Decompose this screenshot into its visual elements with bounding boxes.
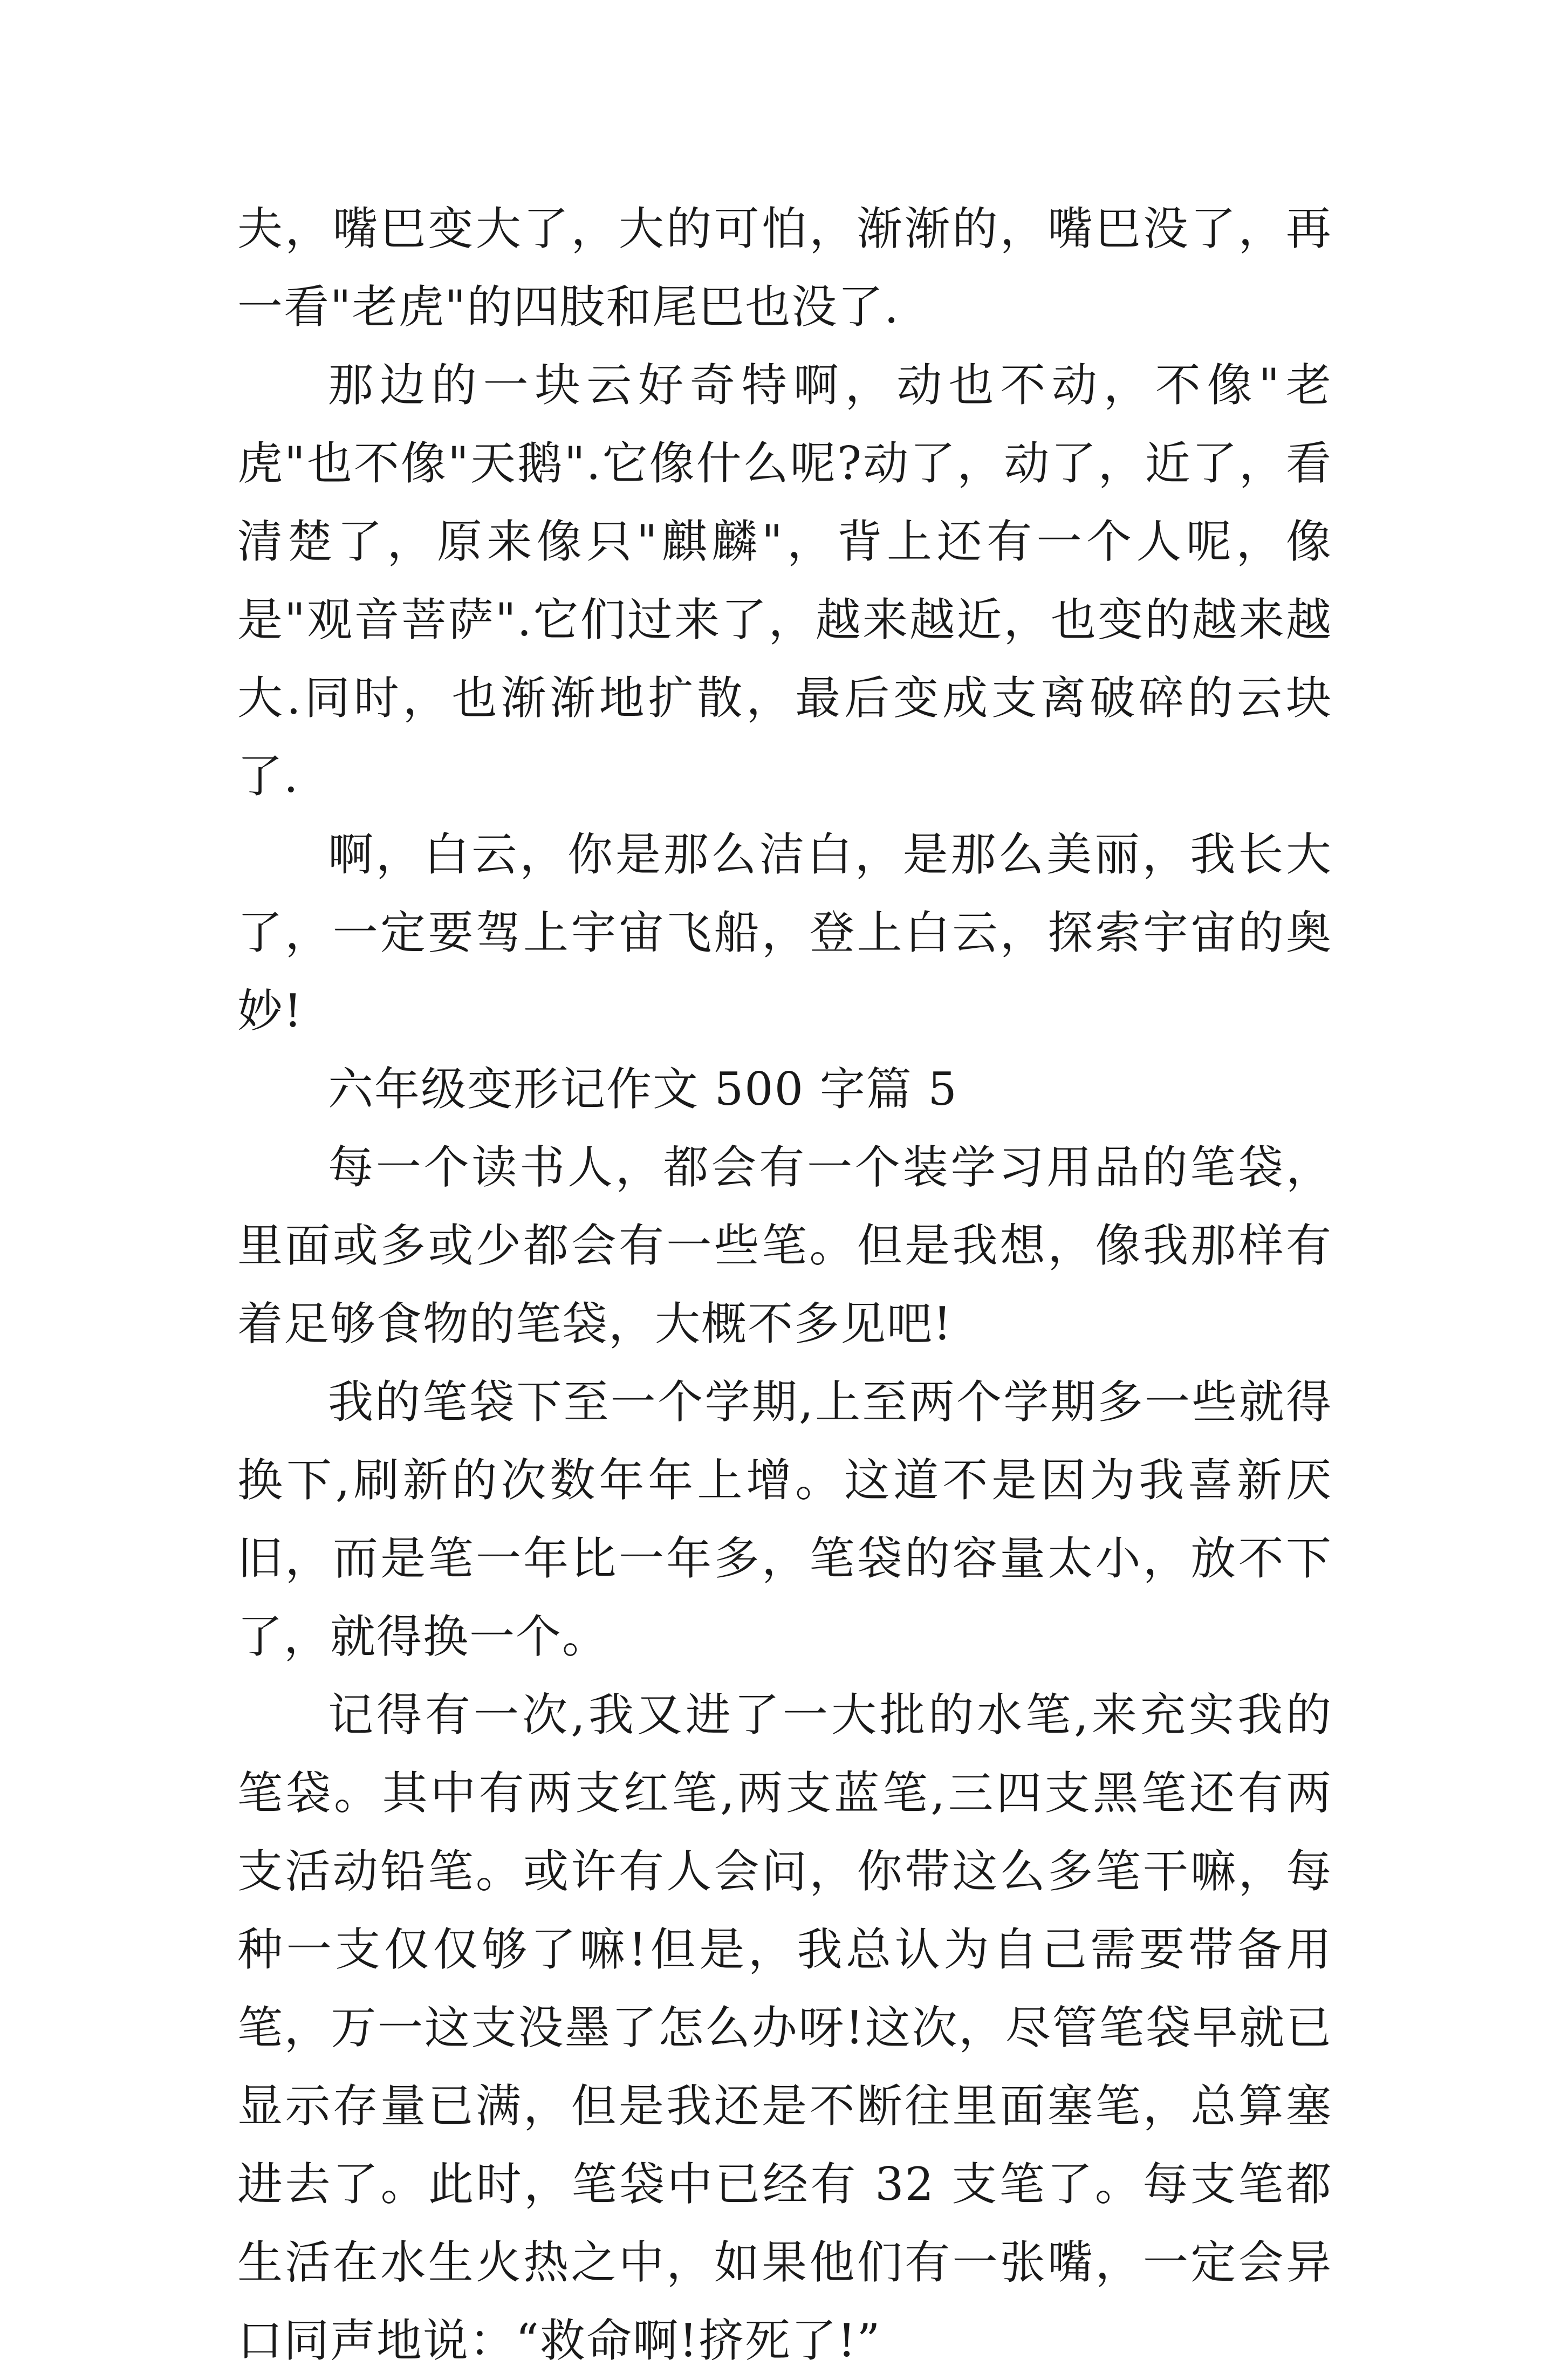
- paragraph-cloud-qilin: 那边的一块云好奇特啊，动也不动，不像"老虎"也不像"天鹅".它像什么呢?动了，动了，近了，看清楚了，原来像只"麒麟"，背上还有一个人呢，像是"观音菩萨".它们过来了，越来越近，也变的越来越大.同时，也渐渐地扩散，最后变成支离破碎的云块了.: [237, 359, 1332, 803]
- paragraph-pencil-case-replace: 我的笔袋下至一个学期,上至两个学期多一些就得换下,刷新的次数年年上增。这道不是因为我喜新厌旧，而是笔一年比一年多，笔袋的容量太小，放不下了，就得换一个。: [237, 1376, 1332, 1663]
- paragraph-pencil-case-intro: 每一个读书人，都会有一个装学习用品的笔袋，里面或多或少都会有一些笔。但是我想，像我那样有着足够食物的笔袋，大概不多见吧!: [237, 1141, 1332, 1350]
- article-body: [237, 190, 1332, 2380]
- paragraph-pens-story: 记得有一次,我又进了一大批的水笔,来充实我的笔袋。其中有两支红笔,两支蓝笔,三四支黑笔还有两支活动铅笔。或许有人会问，你带这么多笔干嘛，每种一支仅仅够了嘛!但是，我总认为自己需要带备用笔，万一这支没墨了怎么办呀!这次，尽管笔袋早就已显示存量已满，但是我还是不断往里面塞笔，总算塞进去了。此时，笔袋中已经有 32 支笔了。每支笔都生活在水生火热之中，如果他们有一张嘴，一定会异口同声地说：“救命啊!挤死了!”: [237, 1688, 1332, 2367]
- section-heading: 六年级变形记作文 500 字篇 5: [328, 1063, 958, 1116]
- paragraph-continuation: 夫，嘴巴变大了，大的可怕，渐渐的，嘴巴没了，再一看"老虎"的四肢和尾巴也没了.: [237, 202, 1332, 333]
- paragraph-white-cloud: 啊，白云，你是那么洁白，是那么美丽，我长大了，一定要驾上宇宙飞船，登上白云，探索宇宙的奥妙!: [237, 828, 1332, 1037]
